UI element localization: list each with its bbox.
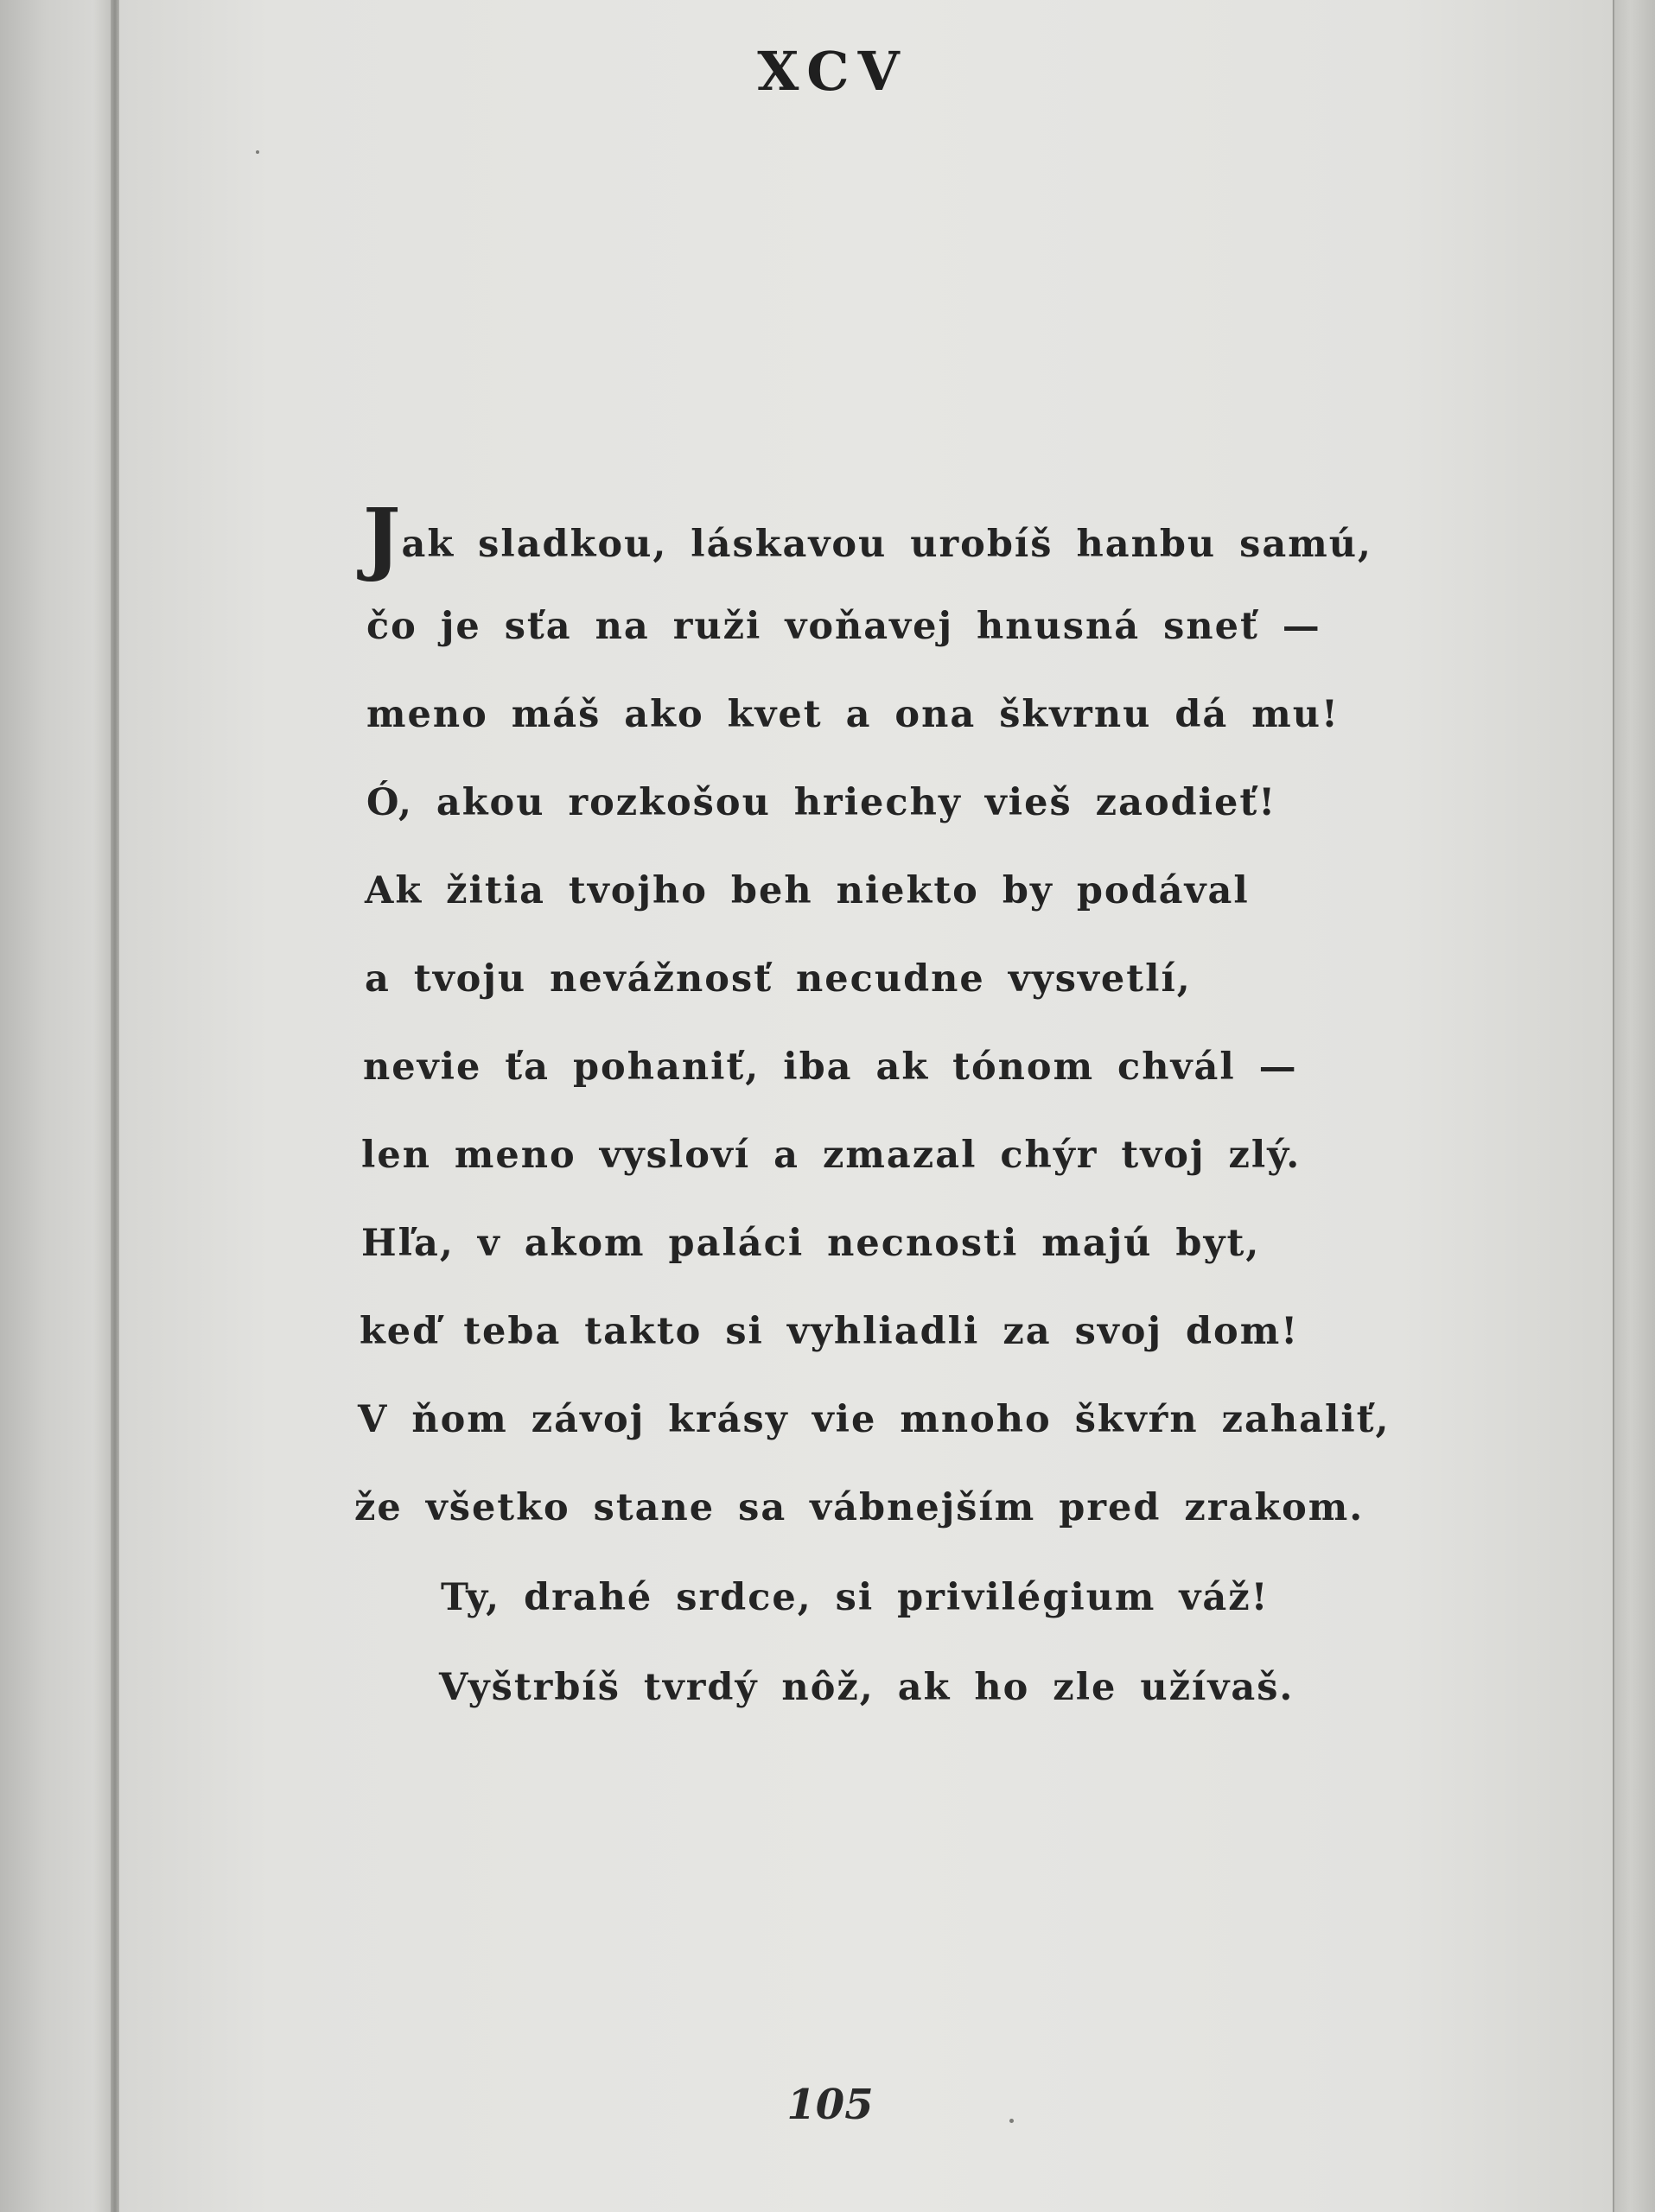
poem-line-3: meno máš ako kvet a ona škvrnu dá mu!	[366, 693, 1340, 736]
poem-line-10: keď teba takto si vyhliadli za svoj dom!	[360, 1310, 1300, 1353]
poem-line-13: Ty, drahé srdce, si privilégium váž!	[441, 1576, 1270, 1619]
poem-line-12: že všetko stane sa vábnejším pred zrakom.	[354, 1486, 1365, 1529]
poem-line-1	[363, 491, 1372, 584]
poem-line-5: Ak žitia tvojho beh niekto by podával	[365, 869, 1250, 912]
poem-line-11: V ňom závoj krásy vie mnoho škvŕn zahaliť,	[358, 1398, 1391, 1441]
poem-line-14: Vyštrbíš tvrdý nôž, ak ho zle užívaš.	[439, 1666, 1295, 1709]
poem-line-7: nevie ťa pohaniť, iba ak tónom chvál —	[363, 1046, 1298, 1089]
poem-line-6: a tvoju nevážnosť necudne vysvetlí,	[365, 957, 1192, 1001]
poem-line-4: Ó, akou rozkošou hriechy vieš zaodieť!	[366, 781, 1277, 824]
chapter-title: XCV	[757, 40, 908, 103]
poem-line-8: len meno vysloví a zmazal chýr tvoj zlý.	[361, 1134, 1302, 1177]
page-number: 105	[786, 2081, 874, 2129]
poem-line-2: čo je sťa na ruži voňavej hnusná sneť —	[366, 605, 1321, 648]
poem-line-9: Hľa, v akom paláci necnosti majú byt,	[361, 1222, 1261, 1265]
first-line-text: ak sladkou, láskavou urobíš hanbu samú,	[401, 523, 1372, 566]
dropcap: J	[363, 491, 401, 584]
